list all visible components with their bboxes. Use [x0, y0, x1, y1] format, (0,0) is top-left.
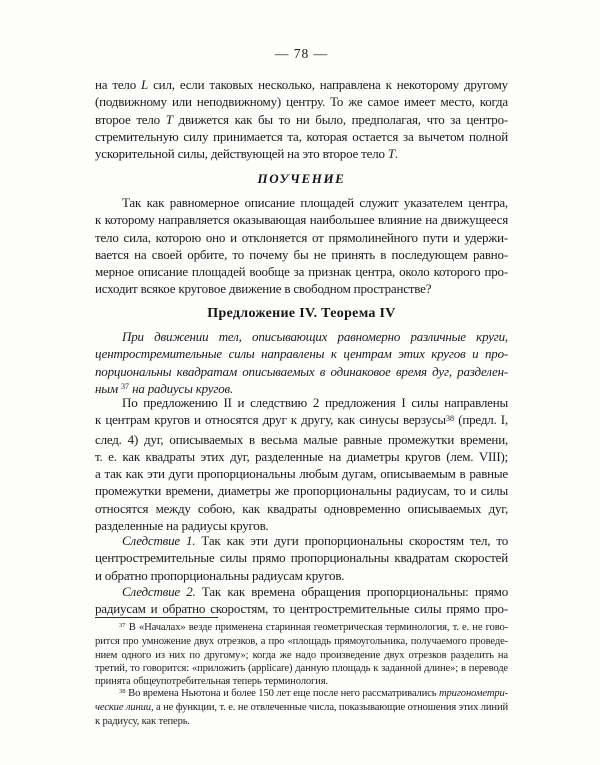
- text-segment: Следствие 2.: [122, 584, 196, 599]
- footnote-reference: 37: [121, 382, 130, 392]
- theorem-statement: [95, 328, 508, 399]
- proposition-heading: Предложение IV. Теорема IV: [207, 306, 396, 321]
- text-line: [95, 145, 508, 162]
- text-line: [95, 93, 508, 110]
- text-line: [95, 448, 508, 465]
- paragraph-continuation: [95, 76, 508, 162]
- text-segment: второе тело: [95, 111, 166, 127]
- corollary-2-paragraph: [95, 583, 508, 618]
- text-segment: ным: [95, 380, 121, 396]
- text-line: [95, 263, 508, 280]
- text-line: [95, 246, 508, 263]
- text-segment: При движении тел, описывающих равномерно различные круги,: [122, 329, 508, 344]
- text-segment: В «Началах» везде применена старинная геометрическая терминология, т. е. не гово-: [125, 622, 508, 633]
- corollary-1-paragraph: [95, 532, 508, 584]
- footnote-reference: 37: [119, 622, 126, 630]
- text-line: [95, 280, 508, 297]
- text-line: [95, 532, 508, 549]
- text-segment: По предложению II и следствию 2 предложения I силы направлены: [122, 395, 508, 410]
- text-segment: центростремительные силы направлены к центрам этих кругов и про-: [95, 346, 508, 362]
- text-line: [95, 567, 508, 584]
- text-segment: сил, если таковых несколько, направлена к некоторому другому: [148, 77, 508, 92]
- text-line: [95, 549, 508, 566]
- text-segment: рится про умножение двух отрезков, а про «площадь прямоугольника, получаемого проведе-: [95, 636, 508, 648]
- text-segment: Во времена Ньютона и более 150 лет еще после него рассматривались: [125, 688, 440, 699]
- text-line: [95, 600, 508, 617]
- text-segment: порциональны квадратам описываемых в одинаковое время дуг, разделен-: [95, 363, 508, 379]
- text-segment: Следствие 1.: [122, 533, 196, 548]
- text-line: [95, 128, 508, 145]
- text-segment: след. 4) дуг, описываемых в весьма малые равные промежутки времени,: [95, 431, 508, 447]
- text-segment: а так как эти дуги пропорциональны любым дугам, описываемым в равные: [95, 466, 508, 482]
- text-line: [95, 211, 508, 228]
- text-line: [95, 482, 508, 499]
- text-segment: т. е. как квадраты этих дуг, разделенные на диаметры кругов (лем. VIII);: [95, 448, 508, 464]
- text-line: [95, 649, 508, 662]
- footnote-reference: 38: [445, 413, 454, 423]
- text-segment: нием одного из них по другому»; когда же надо произведение двух отрезков разделить на: [95, 649, 508, 661]
- text-line: [95, 345, 508, 362]
- text-line: [95, 662, 508, 675]
- text-segment: к центрам кругов и относятся друг к другу, как синусы верзусы: [95, 412, 446, 428]
- footnote-38: [95, 687, 508, 728]
- text-segment: тригонометри-: [439, 688, 508, 699]
- text-segment: Так как эти дуги пропорциональны скоростям тел, то: [195, 533, 508, 548]
- text-segment: ускорительной силы, действующей на это второе тело: [95, 146, 388, 162]
- text-line: [95, 328, 508, 345]
- scholium-heading: ПОУЧЕНИЕ: [257, 171, 346, 186]
- text-segment: T: [165, 111, 173, 127]
- text-line: [95, 500, 508, 517]
- text-line: [95, 111, 508, 128]
- text-line: [95, 687, 508, 701]
- footnote-37: [95, 621, 508, 688]
- text-segment: и обратно пропорциональны радиусам кругов.: [95, 567, 345, 583]
- text-line: [95, 621, 508, 635]
- text-column: [95, 0, 508, 765]
- text-segment: (подвижному или неподвижному) центру. То же самое имеет место, когда: [95, 94, 508, 110]
- text-segment: мерное описание площадей вообще за признак центра, около которого про-: [95, 264, 508, 280]
- text-line: [95, 229, 508, 246]
- text-segment: на тело: [95, 77, 142, 92]
- text-segment: третий, то говорится: «приложить (applicare) данную площадь к заданной длине»; в переводе: [95, 662, 508, 674]
- text-segment: L: [141, 77, 149, 92]
- text-line: [95, 431, 508, 448]
- text-line: [95, 394, 508, 411]
- text-segment: тело сила, которою оно и отклоняется от прямолинейного пути и удержи-: [95, 229, 508, 245]
- text-segment: к радиусу, как теперь.: [95, 715, 190, 727]
- text-line: [95, 715, 508, 728]
- text-line: [95, 76, 508, 93]
- text-segment: стремительную силу принимается та, которая остается за вычетом полной: [95, 128, 508, 144]
- text-segment: разделенные на радиусы кругов.: [95, 518, 269, 534]
- text-line: [95, 194, 508, 211]
- text-line: [95, 583, 508, 600]
- text-line: [95, 411, 508, 430]
- text-segment: а не функции, т. е. не отвлеченные числа, показывающие отношения этих линий: [153, 702, 508, 714]
- text-segment: центростремительные силы прямо пропорциональны квадратам скоростей: [95, 550, 508, 566]
- text-segment: исходит всякое круговое движение в свободном пространстве?: [95, 281, 432, 297]
- text-segment: (предл. I,: [454, 412, 508, 428]
- text-segment: T: [387, 146, 395, 162]
- text-segment: Так как времена обращения пропорциональны: прямо: [195, 584, 508, 599]
- text-segment: к которому направляется оказывающая наибольшее влияние на движущееся: [95, 212, 508, 228]
- text-segment: принята общеупотребительная теперь терминология.: [95, 676, 328, 688]
- text-segment: относятся между собою, как квадраты одновременно описываемых дуг,: [95, 500, 508, 516]
- text-segment: вается на своей орбите, то почему бы не принять в последующем равно-: [95, 246, 508, 262]
- text-line: [95, 635, 508, 648]
- text-segment: движется как бы то ни было, предполагая, что за центро-: [172, 111, 508, 127]
- text-segment: .: [394, 146, 398, 162]
- text-line: [95, 701, 508, 714]
- text-segment: Так как равномерное описание площадей служит указателем центра,: [122, 195, 508, 210]
- footnote-rule: [95, 617, 218, 618]
- text-line: [95, 363, 508, 380]
- footnote-reference: 38: [119, 688, 126, 696]
- text-line: [95, 465, 508, 482]
- text-segment: ческие линии,: [95, 702, 154, 714]
- scholium-paragraph: [95, 194, 508, 298]
- proof-paragraph: [95, 394, 508, 534]
- page-number: — 78 —: [274, 46, 329, 61]
- text-segment: радиусам и обратно скоростям, то центростремительные силы прямо про-: [95, 601, 508, 617]
- text-segment: промежутки времени, диаметры же пропорциональны радиусам, то и силы: [95, 483, 508, 499]
- text-segment: на радиусы кругов.: [129, 380, 234, 396]
